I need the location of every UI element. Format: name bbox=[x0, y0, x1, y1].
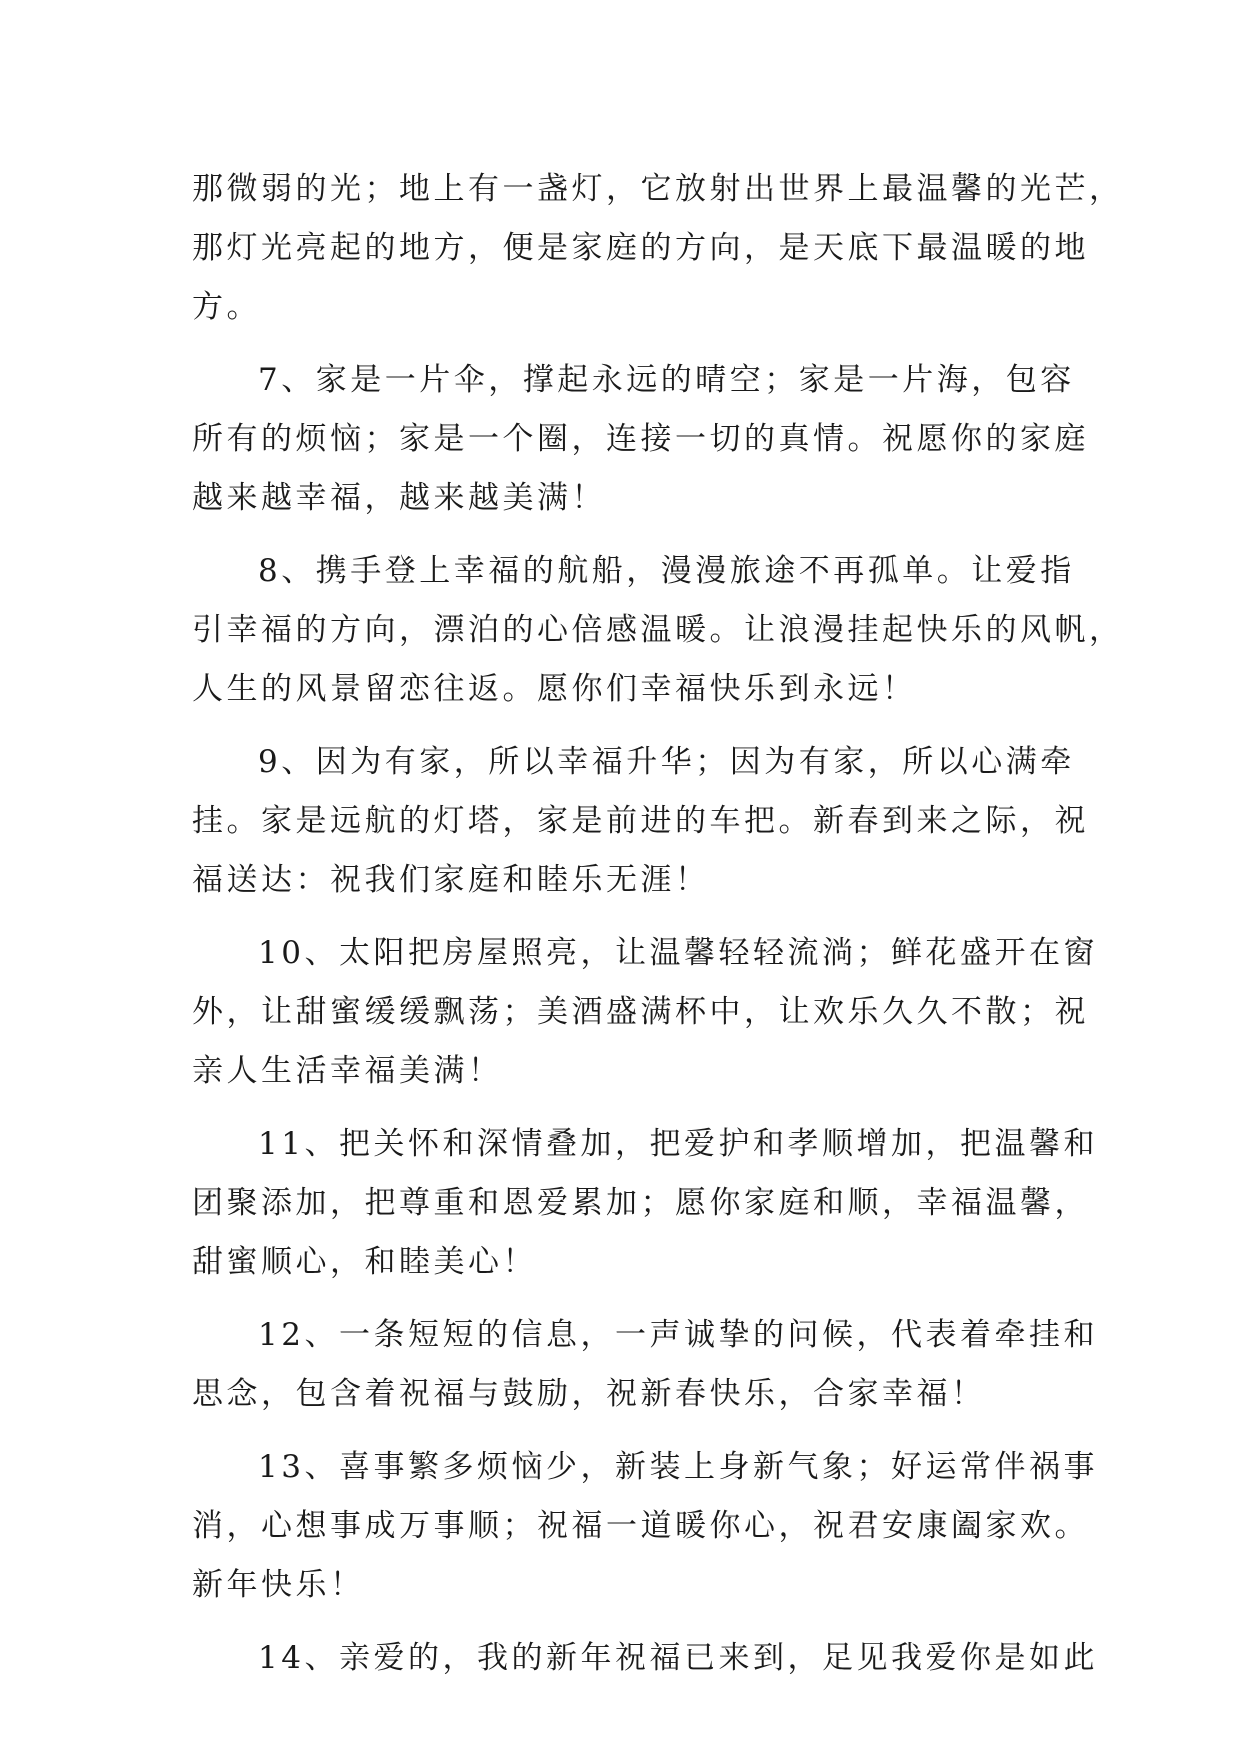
text-line: 团聚添加，把尊重和恩爱累加；愿你家庭和顺，幸福温馨， bbox=[192, 1185, 1089, 1221]
text-line: 11、把关怀和深情叠加，把爱护和孝顺增加，把温馨和 bbox=[258, 1126, 1098, 1162]
text-line: 越来越幸福，越来越美满！ bbox=[192, 480, 606, 516]
text-line: 引幸福的方向，漂泊的心倍感温暖。让浪漫挂起快乐的风帆， bbox=[192, 612, 1124, 648]
text-line: 13、喜事繁多烦恼少，新装上身新气象；好运常伴祸事 bbox=[258, 1449, 1098, 1485]
paragraph-11 bbox=[192, 1115, 1098, 1292]
text-line: 那微弱的光；地上有一盏灯，它放射出世界上最温馨的光芒， bbox=[192, 171, 1124, 207]
text-line: 那灯光亮起的地方，便是家庭的方向，是天底下最温暖的地 bbox=[192, 230, 1089, 266]
text-line: 12、一条短短的信息，一声诚挚的问候，代表着牵挂和 bbox=[258, 1317, 1098, 1353]
paragraph-12 bbox=[192, 1306, 1098, 1424]
text-line: 所有的烦恼；家是一个圈，连接一切的真情。祝愿你的家庭 bbox=[192, 421, 1089, 457]
text-line: 亲人生活幸福美满！ bbox=[192, 1053, 503, 1089]
paragraph-8 bbox=[192, 542, 1124, 719]
document-body bbox=[192, 160, 1124, 1688]
paragraph-7 bbox=[192, 351, 1089, 528]
text-line: 外，让甜蜜缓缓飘荡；美酒盛满杯中，让欢乐久久不散；祝 bbox=[192, 994, 1089, 1030]
paragraph-10 bbox=[192, 924, 1098, 1101]
text-line: 福送达：祝我们家庭和睦乐无涯！ bbox=[192, 862, 710, 898]
paragraph-continued bbox=[192, 160, 1124, 337]
text-line: 7、家是一片伞，撑起永远的晴空；家是一片海，包容 bbox=[258, 362, 1075, 398]
paragraph-13 bbox=[192, 1438, 1098, 1615]
text-line: 新年快乐！ bbox=[192, 1567, 365, 1603]
paragraph-9 bbox=[192, 733, 1089, 910]
text-line: 甜蜜顺心，和睦美心！ bbox=[192, 1244, 537, 1280]
text-line: 思念，包含着祝福与鼓励，祝新春快乐，合家幸福！ bbox=[192, 1376, 986, 1412]
text-line: 方。 bbox=[192, 289, 261, 325]
text-line: 人生的风景留恋往返。愿你们幸福快乐到永远！ bbox=[192, 671, 917, 707]
text-line: 挂。家是远航的灯塔，家是前进的车把。新春到来之际，祝 bbox=[192, 803, 1089, 839]
text-line: 9、因为有家，所以幸福升华；因为有家，所以心满牵 bbox=[258, 744, 1075, 780]
text-line: 8、携手登上幸福的航船，漫漫旅途不再孤单。让爱指 bbox=[258, 553, 1075, 589]
paragraph-14 bbox=[192, 1629, 1098, 1688]
text-line: 10、太阳把房屋照亮，让温馨轻轻流淌；鲜花盛开在窗 bbox=[258, 935, 1098, 971]
text-line: 消，心想事成万事顺；祝福一道暖你心，祝君安康阖家欢。 bbox=[192, 1508, 1089, 1544]
text-line: 14、亲爱的，我的新年祝福已来到，足见我爱你是如此 bbox=[258, 1640, 1098, 1676]
